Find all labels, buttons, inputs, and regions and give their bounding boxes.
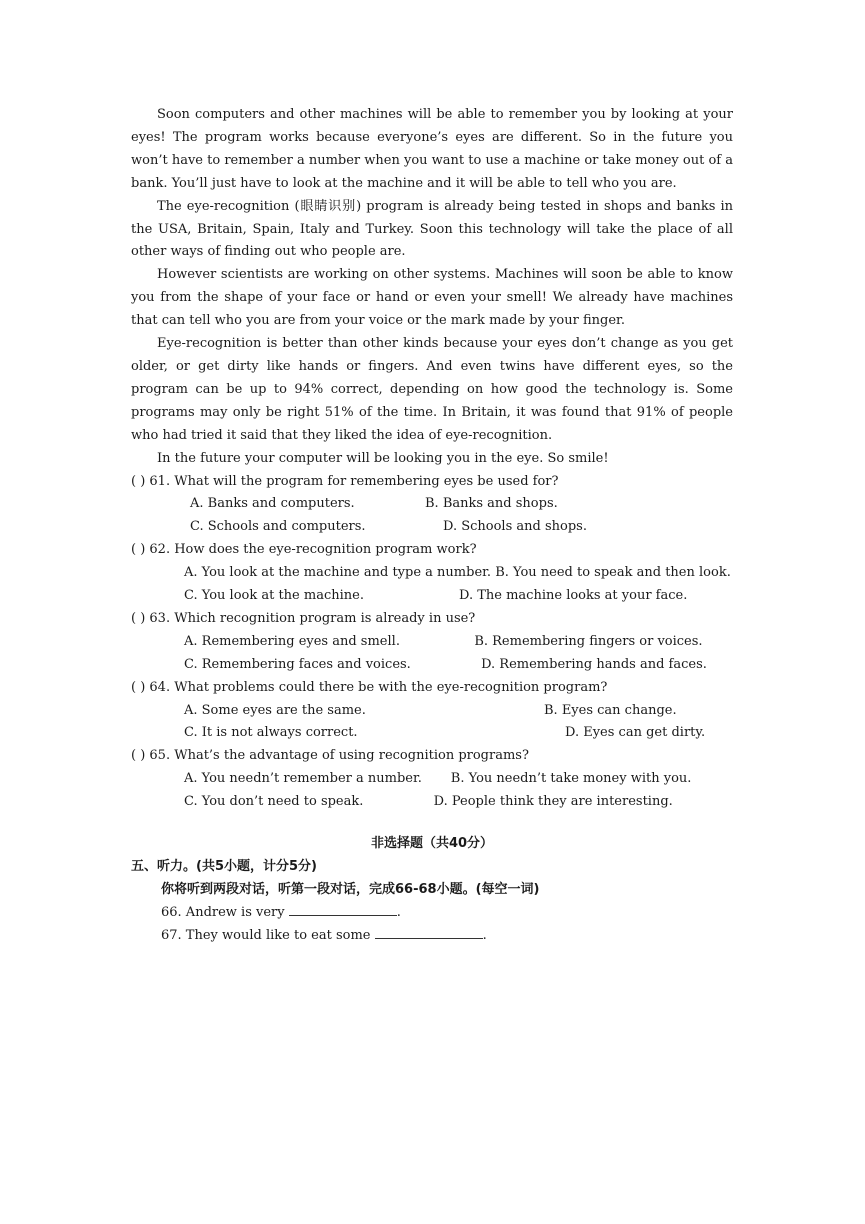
question-61-options-cd (131, 516, 733, 539)
question-64-stem: ( ) 64. What problems could there be with the eye-recognition program? (131, 679, 608, 695)
question-61-option-d: D. Schools and shops. (443, 519, 587, 535)
question-61-stem: ( ) 61. What will the program for remembering eyes be used for? (131, 473, 559, 489)
fill-item-66-blank[interactable] (289, 902, 397, 916)
question-63-stem: ( ) 63. Which recognition program is already in use? (131, 610, 476, 626)
question-63-options-cd: C. Remembering faces and voices. D. Remembering hands and faces. (184, 656, 707, 672)
question-62-stem: ( ) 62. How does the eye-recognition program work? (131, 542, 477, 558)
fill-item-67-blank[interactable] (375, 925, 483, 939)
passage-paragraph-4: Eye-recognition is better than other kinds because your eyes don’t change as you get older, or get dirty like hands or fingers. And even twins have different eyes, so the program can be up to 94% correct, depending on how good the technology is. Some programs may only be right 51% of the time. In Britain, it was found that 91% of people who had tried it said that they liked the idea of eye-recognition. (131, 336, 733, 443)
question-62-options-cd: C. You look at the machine. D. The machine looks at your face. (184, 588, 688, 604)
question-61-option-a: A. Banks and computers. (190, 496, 355, 512)
document-page (131, 104, 733, 948)
passage-paragraph-2: The eye-recognition (眼睛识别) program is already being tested in shops and banks in the USA, Britain, Spain, Italy and Turkey. Soon this technology will take the place of all other ways of finding out who people are. (131, 198, 733, 260)
fill-item-66 (131, 902, 733, 925)
passage-paragraph-5: In the future your computer will be looking you in the eye. So smile! (157, 450, 609, 466)
fill-item-66-suffix: . (396, 904, 401, 920)
question-61-option-b: B. Banks and shops. (425, 496, 558, 512)
question-65-stem: ( ) 65. What’s the advantage of using recognition programs? (131, 748, 529, 764)
question-64-options-cd (131, 722, 733, 745)
listening-instruction: 你将听到两段对话，听第一段对话，完成66-68小题。(每空一词) (161, 881, 540, 897)
question-64-option-a: A. Some eyes are the same. (184, 702, 366, 718)
question-64-option-d: D. Eyes can get dirty. (565, 725, 706, 741)
question-63-options-ab: A. Remembering eyes and smell. B. Remembering fingers or voices. (184, 633, 703, 649)
question-61-options-ab (131, 493, 733, 516)
fill-item-67 (131, 925, 733, 948)
fill-item-66-text: 66. Andrew is very (161, 904, 289, 920)
question-64-option-c: C. It is not always correct. (184, 725, 358, 741)
fill-item-67-suffix: . (482, 927, 487, 943)
section-title: 非选择题（共40分） (370, 836, 494, 852)
passage-paragraph-1: Soon computers and other machines will be able to remember you by looking at your eyes! The program works because everyone’s eyes are different. So in the future you won’t have to remember a number when you want to use a machine or take money out of a bank. You’ll just have to look at the machine and it will be able to tell who you are. (131, 107, 733, 191)
question-62-options-ab: A. You look at the machine and type a number. B. You need to speak and then look. (184, 565, 731, 581)
question-65-options-ab: A. You needn’t remember a number. B. You needn’t take money with you. (184, 771, 692, 787)
section-5-heading: 五、听力。(共5小题，计分5分) (131, 859, 317, 874)
question-64-options-ab (131, 700, 733, 723)
question-64-option-b: B. Eyes can change. (544, 702, 677, 718)
fill-item-67-text: 67. They would like to eat some (161, 927, 375, 943)
question-61-option-c: C. Schools and computers. (190, 519, 366, 535)
passage-paragraph-3: However scientists are working on other systems. Machines will soon be able to know you from the shape of your face or hand or even your smell! We already have machines that can tell who you are from your voice or the mark made by your finger. (131, 267, 733, 329)
question-65-options-cd: C. You don’t need to speak. D. People think they are interesting. (184, 794, 673, 810)
